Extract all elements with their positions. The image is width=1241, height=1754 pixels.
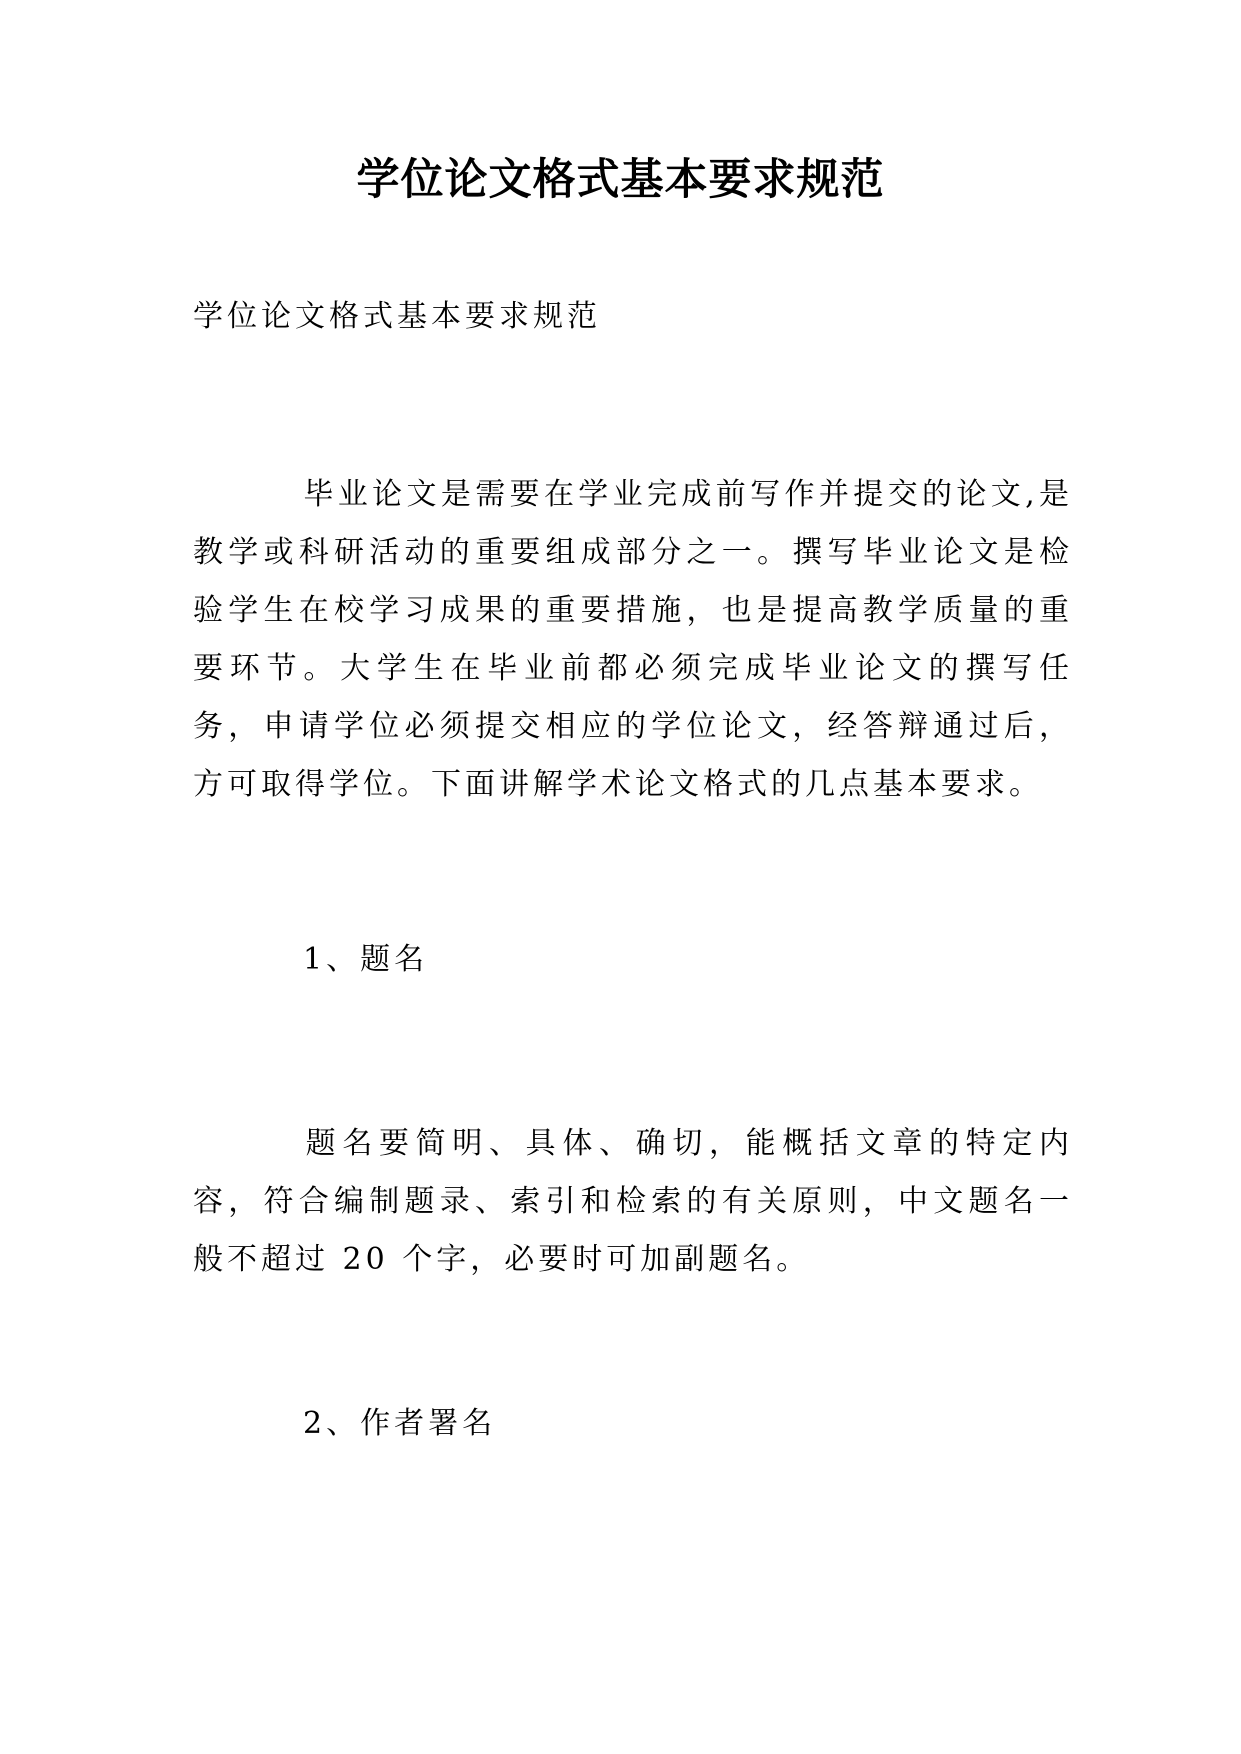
document-title: 学位论文格式基本要求规范 bbox=[356, 155, 885, 205]
section-1-paragraph bbox=[193, 1115, 1073, 1289]
section-1-paragraph-text: 题名要简明、具体、确切，能概括文章的特定内容，符合编制题录、索引和检索的有关原则，中文题名一般不超过 20 个字，必要时可加副题名。 bbox=[193, 1126, 1073, 1277]
document-subtitle: 学位论文格式基本要求规范 bbox=[193, 299, 601, 334]
section-1-heading: 1、题名 bbox=[303, 942, 429, 977]
intro-paragraph bbox=[193, 466, 1073, 814]
section-2-heading: 2、作者署名 bbox=[303, 1406, 497, 1441]
intro-paragraph-text: 毕业论文是需要在学业完成前写作并提交的论文,是教学或科研活动的重要组成部分之一。撰写毕业论文是检验学生在校学习成果的重要措施，也是提高教学质量的重要环节。大学生在毕业前都必须完成毕业论文的撰写任务，申请学位必须提交相应的学位论文，经答辩通过后，方可取得学位。下面讲解学术论文格式的几点基本要求。 bbox=[193, 477, 1073, 802]
